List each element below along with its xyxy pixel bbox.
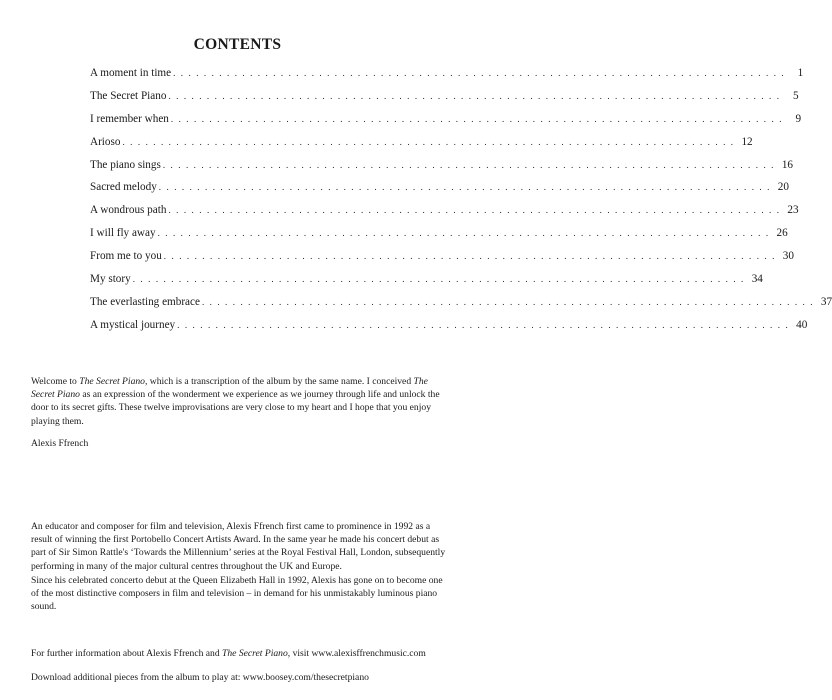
intro-text-2: , which is a transcription of the album by the same name. I conceived [144, 376, 414, 387]
footer-info-prefix: For further information about Alexis Ffrench and [31, 648, 223, 659]
bio-paragraph-1 [31, 520, 451, 573]
footer-download: Download additional pieces from the album to play at: www.boosey.com/thesecretpiano [31, 672, 369, 683]
toc-entry [90, 89, 799, 113]
toc-entry-page: 26 [776, 227, 788, 240]
footer-info-suffix: , visit www.alexisffrenchmusic.com [287, 648, 426, 659]
toc-entry-title: I will fly away [90, 227, 156, 240]
bio-text-2: Since his celebrated concerto debut at the Queen Elizabeth Hall in 1992, Alexis has gone on to become one of the most distinctive composers in film and television – in demand for his unmistakably luminous piano sound. [31, 575, 443, 613]
table-of-contents [90, 67, 832, 342]
toc-entry-page: 34 [751, 273, 763, 286]
toc-entry-title: A wondrous path [90, 204, 167, 217]
toc-entry-title: I remember when [90, 112, 169, 125]
toc-entry-title: My story [90, 273, 131, 286]
toc-entry [90, 295, 832, 319]
toc-leader-dots: . . . . . . . . . . . . . . . . . . . . . . . . . . . . . . . . . . . . . . . . . . . . . . . . . . . . . . . . . . . . . . . . . . . . . . . . . . . . . . . . [163, 251, 776, 262]
toc-leader-dots: . . . . . . . . . . . . . . . . . . . . . . . . . . . . . . . . . . . . . . . . . . . . . . . . . . . . . . . . . . . . . . . . . . . . . . . . . . . . . . . . [132, 274, 745, 285]
toc-entry-page: 23 [787, 204, 799, 217]
toc-entry [90, 158, 794, 182]
toc-entry [90, 273, 763, 296]
toc-leader-dots: . . . . . . . . . . . . . . . . . . . . . . . . . . . . . . . . . . . . . . . . . . . . . . . . . . . . . . . . . . . . . . . . . . . . . . . . . . . . . . . . [157, 228, 770, 239]
toc-entry-title: A moment in time [90, 67, 172, 79]
toc-entry-title: A mystical journey [90, 318, 176, 331]
toc-entry-title: The everlasting embrace [90, 295, 200, 308]
toc-leader-dots: . . . . . . . . . . . . . . . . . . . . . . . . . . . . . . . . . . . . . . . . . . . . . . . . . . . . . . . . . . . . . . . . . . . . . . . . . . . . . . . . [158, 182, 771, 193]
toc-entry [90, 67, 804, 90]
toc-entry-page: 30 [782, 250, 794, 263]
intro-album-title: The Secret Piano [79, 376, 145, 387]
toc-leader-dots: . . . . . . . . . . . . . . . . . . . . . . . . . . . . . . . . . . . . . . . . . . . . . . . . . . . . . . . . . . . . . . . . . . . . . . . . . . . . . . . . [168, 205, 781, 216]
bio-paragraph-2 [31, 574, 451, 614]
toc-entry-page: 37 [820, 295, 832, 308]
toc-leader-dots: . . . . . . . . . . . . . . . . . . . . . . . . . . . . . . . . . . . . . . . . . . . . . . . . . . . . . . . . . . . . . . . . . . . . . . . . . . . . . . . . [168, 90, 781, 101]
footer-album-title: The Secret Piano [222, 648, 288, 659]
toc-entry [90, 181, 789, 204]
toc-entry-title: The Secret Piano [90, 89, 167, 102]
toc-entry-title: Arioso [90, 135, 121, 148]
toc-entry [90, 112, 802, 136]
toc-entry-title: The piano sings [90, 158, 161, 171]
toc-entry [90, 250, 794, 273]
toc-leader-dots: . . . . . . . . . . . . . . . . . . . . . . . . . . . . . . . . . . . . . . . . . . . . . . . . . . . . . . . . . . . . . . . . . . . . . . . . . . . . . . . . [173, 68, 786, 78]
toc-entry [90, 204, 799, 227]
toc-entry-page: 12 [741, 135, 753, 148]
toc-entry-page: 16 [781, 158, 794, 171]
footer-info [31, 647, 451, 660]
toc-entry-page: 20 [777, 181, 789, 194]
bio-text-1: An educator and composer for film and television, Alexis Ffrench first came to prominence in 1992 as a result of winning the first Portobello Concert Artists Award. In the same year he made his concert debut as part of Sir Simon Rattle's ‘Towards the Millennium’ series at the Royal Festival Hall, London, subsequently performing in many of the major cultural centres throughout the UK and Europe. [31, 521, 446, 572]
toc-leader-dots: . . . . . . . . . . . . . . . . . . . . . . . . . . . . . . . . . . . . . . . . . . . . . . . . . . . . . . . . . . . . . . . . . . . . . . . . . . . . . . . . [122, 136, 735, 147]
toc-entry [90, 135, 753, 159]
toc-entry-page: 40 [796, 318, 808, 331]
toc-leader-dots: . . . . . . . . . . . . . . . . . . . . . . . . . . . . . . . . . . . . . . . . . . . . . . . . . . . . . . . . . . . . . . . . . . . . . . . . . . . . . . . . [177, 319, 790, 330]
intro-text-1: Welcome to [31, 376, 80, 387]
toc-entry-page: 9 [795, 112, 802, 125]
intro-paragraph [31, 375, 451, 428]
toc-leader-dots: . . . . . . . . . . . . . . . . . . . . . . . . . . . . . . . . . . . . . . . . . . . . . . . . . . . . . . . . . . . . . . . . . . . . . . . . . . . . . . . . [162, 159, 776, 170]
intro-text-3: as an expression of the wonderment we experience as we journey through life and unlock the door to its secret gifts. These twelve improvisations are very close to my heart and I hope that you enjoy playing them. [31, 389, 440, 427]
toc-entry-title: From me to you [90, 250, 162, 263]
toc-entry [90, 318, 808, 342]
toc-entry [90, 227, 788, 250]
intro-album-title-2: The Secret Piano [31, 376, 428, 401]
toc-leader-dots: . . . . . . . . . . . . . . . . . . . . . . . . . . . . . . . . . . . . . . . . . . . . . . . . . . . . . . . . . . . . . . . . . . . . . . . . . . . . . . . . [170, 113, 784, 124]
contents-heading: CONTENTS [193, 36, 282, 53]
toc-entry-page: 5 [793, 89, 799, 102]
signature: Alexis Ffrench [31, 438, 89, 449]
toc-entry-page: 1 [797, 67, 804, 79]
toc-entry-title: Sacred melody [90, 181, 157, 194]
toc-leader-dots: . . . . . . . . . . . . . . . . . . . . . . . . . . . . . . . . . . . . . . . . . . . . . . . . . . . . . . . . . . . . . . . . . . . . . . . . . . . . . . . . [201, 296, 815, 307]
